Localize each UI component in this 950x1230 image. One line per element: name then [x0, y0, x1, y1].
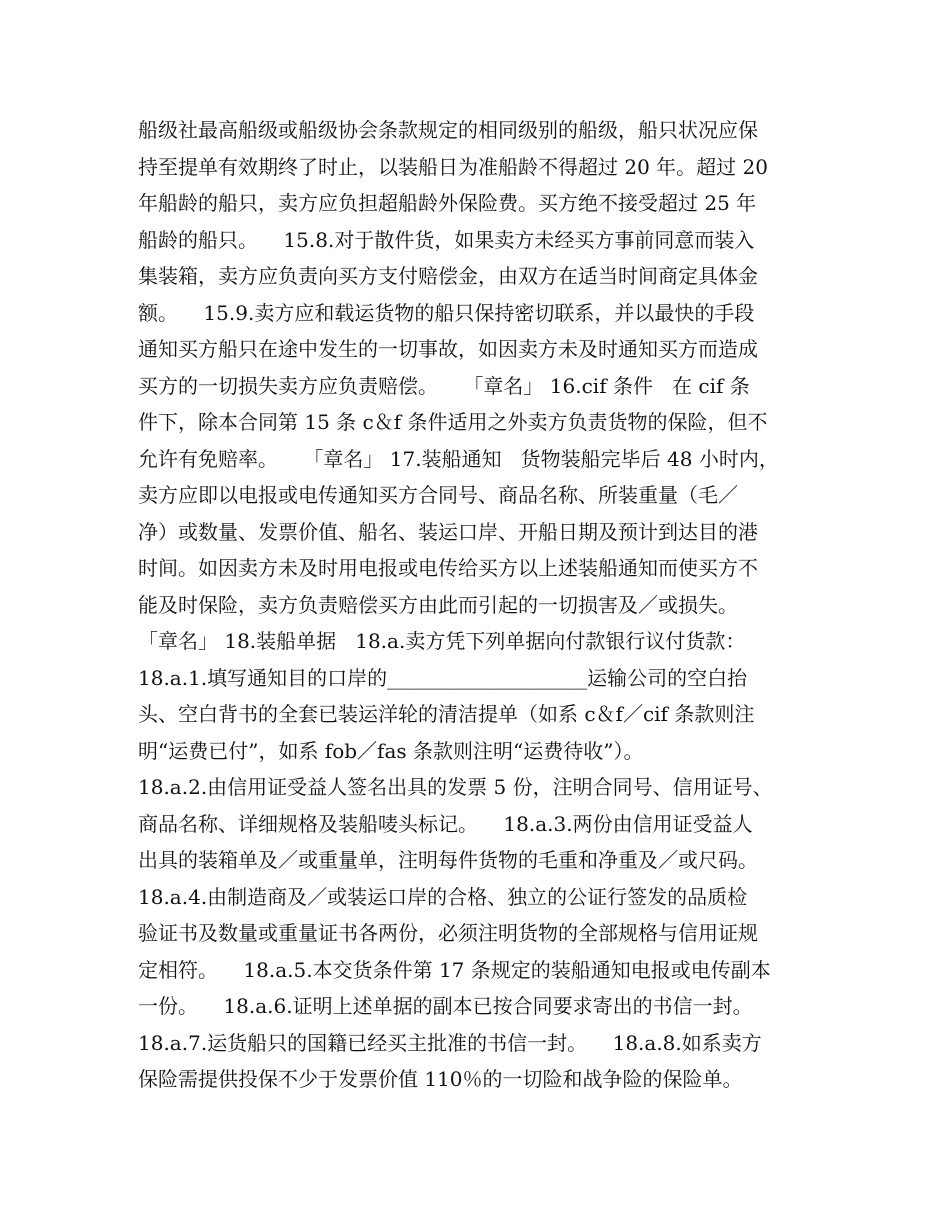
- text-line: 允许有免赔率。 「章名」 17.装船通知 货物装船完毕后 48 小时内，: [138, 446, 779, 471]
- text-line: 定相符。 18.a.5.本交货条件第 17 条规定的装船通知电报或电传副本: [138, 957, 771, 982]
- text-line: 集装箱，卖方应负责向买方支付赔偿金，由双方在适当时间商定具体金: [138, 264, 758, 288]
- text-line: 额。 15.9.卖方应和载运货物的船只保持密切联系，并以最快的手段: [138, 300, 755, 325]
- text-line: 「章名」 18.装船单据 18.a.卖方凭下列单据向付款银行议付货款：: [138, 629, 746, 653]
- text-line: 18.a.7.运货船只的国籍已经买主批准的书信一封。 18.a.8.如系卖方: [138, 1030, 762, 1055]
- text-line: 18.a.4.由制造商及／或装运口岸的合格、独立的公证行签发的品质检: [138, 884, 748, 909]
- text-line: 时间。如因卖方未及时用电报或电传给买方以上述装船通知而使买方不: [138, 556, 758, 580]
- text-line: 出具的装箱单及／或重量单，注明每件货物的毛重和净重及／或尺码。: [138, 848, 758, 872]
- text-line: 通知买方船只在途中发生的一切事故，如因卖方未及时通知买方而造成: [138, 337, 758, 361]
- text-line: 买方的一切损失卖方应负责赔偿。 「章名」 16.cif 条件 在 cif 条: [138, 373, 750, 398]
- text-line: 件下，除本合同第 15 条 c＆f 条件适用之外卖方负责货物的保险，但不: [138, 410, 768, 434]
- text-line: 验证书及数量或重量证书各两份，必须注明货物的全部规格与信用证规: [138, 921, 758, 945]
- text-line: 船级社最高船级或船级协会条款规定的相同级别的船级，船只状况应保: [138, 118, 758, 142]
- text-line: 头、空白背书的全套已装运洋轮的清洁提单（如系 c＆f／cif 条款则注: [138, 702, 755, 726]
- text-line: 净）或数量、发票价值、船名、装运口岸、开船日期及预计到达目的港: [138, 519, 758, 544]
- text-line: 持至提单有效期终了时止，以装船日为准船龄不得超过 20 年。超过 20: [138, 154, 768, 179]
- text-line: 商品名称、详细规格及装船唛头标记。 18.a.3.两份由信用证受益人: [138, 811, 753, 836]
- text-line: 一份。 18.a.6.证明上述单据的副本已按合同要求寄出的书信一封。: [138, 994, 753, 1018]
- text-line: 船龄的船只。 15.8.对于散件货，如果卖方未经买方事前同意而装入: [138, 227, 755, 252]
- text-line: 18.a.1.填写通知目的口岸的____________________运输公司的空白抬: [138, 665, 748, 690]
- text-line: 卖方应即以电报或电传通知买方合同号、商品名称、所装重量（毛／: [138, 483, 738, 507]
- text-line: 明“运费已付”，如系 fob／fas 条款则注明“运费待收”）。: [138, 738, 644, 763]
- text-line: 18.a.2.由信用证受益人签名出具的发票 5 份，注明合同号、信用证号、: [138, 775, 773, 799]
- text-line: 年船龄的船只，卖方应负担超船龄外保险费。买方绝不接受超过 25 年: [138, 191, 757, 215]
- contract-text: [138, 112, 828, 1098]
- text-line: 能及时保险，卖方负责赔偿买方由此而引起的一切损害及／或损失。: [138, 592, 738, 617]
- text-line: 保险需提供投保不少于发票价值 110％的一切险和战争险的保险单。: [138, 1067, 743, 1091]
